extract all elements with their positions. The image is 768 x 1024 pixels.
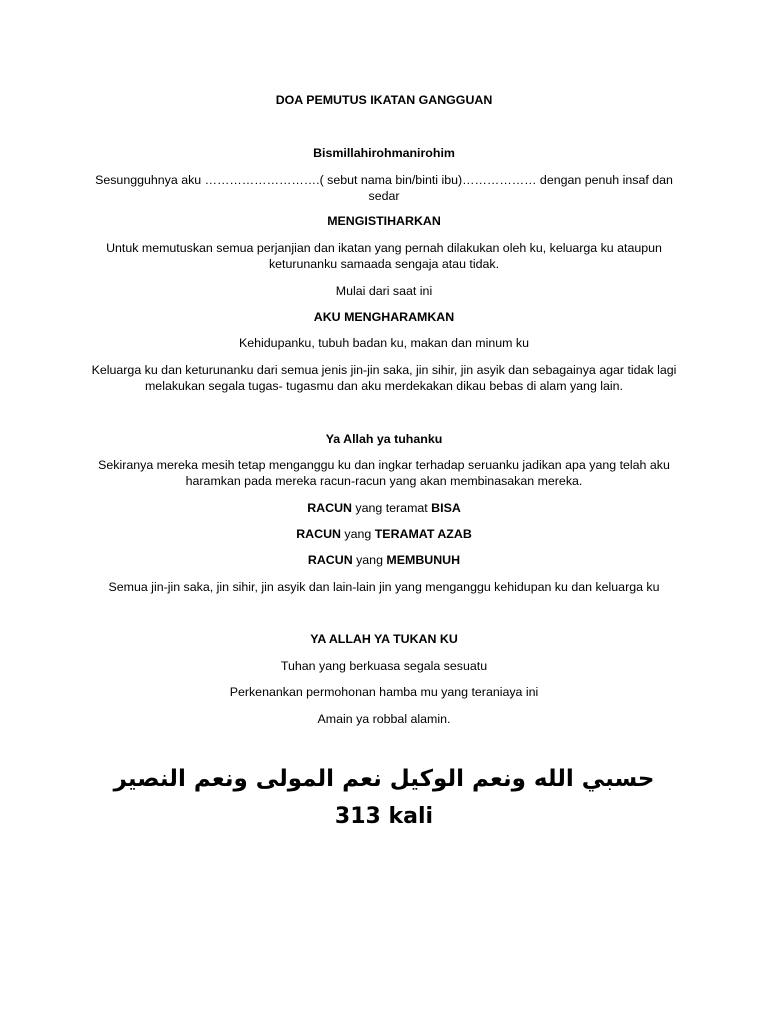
- poison-quality: TERAMAT AZAB: [374, 527, 472, 541]
- bismillah-line: Bismillahirohmanirohim: [313, 146, 455, 160]
- poison-keyword: RACUN: [307, 553, 353, 567]
- heading-ya-allah: Ya Allah ya tuhanku: [325, 432, 443, 446]
- poison-keyword: RACUN: [307, 501, 352, 515]
- poison-line-2: [84, 526, 684, 542]
- poison-connector: yang: [352, 553, 387, 567]
- heading-ya-allah-caps: YA ALLAH YA TUKAN KU: [310, 632, 458, 646]
- intro-paragraph: Sesungguhnya aku ……………………….( sebut nama bin/binti ibu)……………… dengan penuh insaf dan sedar: [95, 173, 673, 203]
- repetition-count: 313 kali: [334, 804, 434, 829]
- from-now-line: Mulai dari saat ini: [335, 284, 433, 298]
- life-line: Kehidupanku, tubuh badan ku, makan dan minum ku: [238, 336, 529, 350]
- all-jinn-line: Semua jin-jin saka, jin sihir, jin asyik dan lain-lain jin yang menganggu kehidupan ku dan keluarga ku: [108, 580, 660, 594]
- heading-forbid: AKU MENGHARAMKAN: [313, 310, 455, 324]
- heading-declare: MENGISTIHARKAN: [327, 214, 441, 228]
- poison-keyword: RACUN: [296, 527, 341, 541]
- grant-line: Perkenankan permohonan hamba mu yang teraniaya ini: [229, 685, 539, 699]
- family-paragraph: Keluarga ku dan keturunanku dari semua jenis jin-jin saka, jin sihir, jin asyik dan sebagainya agar tidak lagi melakukan segala tugas- tugasmu dan aku merdekakan dikau bebas di alam yang lain.: [91, 363, 677, 393]
- lord-line: Tuhan yang berkuasa segala sesuatu: [280, 659, 488, 673]
- sever-paragraph: Untuk memutuskan semua perjanjian dan ikatan yang pernah dilakukan oleh ku, keluarga ku ataupun keturunanku samaada sengaja atau tidak.: [106, 241, 662, 271]
- amen-line: Amain ya robbal alamin.: [317, 712, 451, 726]
- poison-line-1: [84, 500, 684, 516]
- poison-connector: yang teramat: [351, 501, 432, 515]
- document-title: DOA PEMUTUS IKATAN GANGGUAN: [275, 93, 493, 107]
- poison-quality: BISA: [431, 501, 461, 515]
- arabic-dhikr: حسبي الله ونعم الوكيل نعم المولى ونعم النصير: [113, 766, 655, 792]
- if-paragraph: Sekiranya mereka mesih tetap menganggu ku dan ingkar terhadap seruanku jadikan apa yang telah aku haramkan pada mereka racun-racun yang akan membinasakan mereka.: [98, 458, 670, 488]
- poison-line-3: [84, 552, 684, 568]
- poison-quality: MEMBUNUH: [386, 553, 461, 567]
- poison-connector: yang: [340, 527, 375, 541]
